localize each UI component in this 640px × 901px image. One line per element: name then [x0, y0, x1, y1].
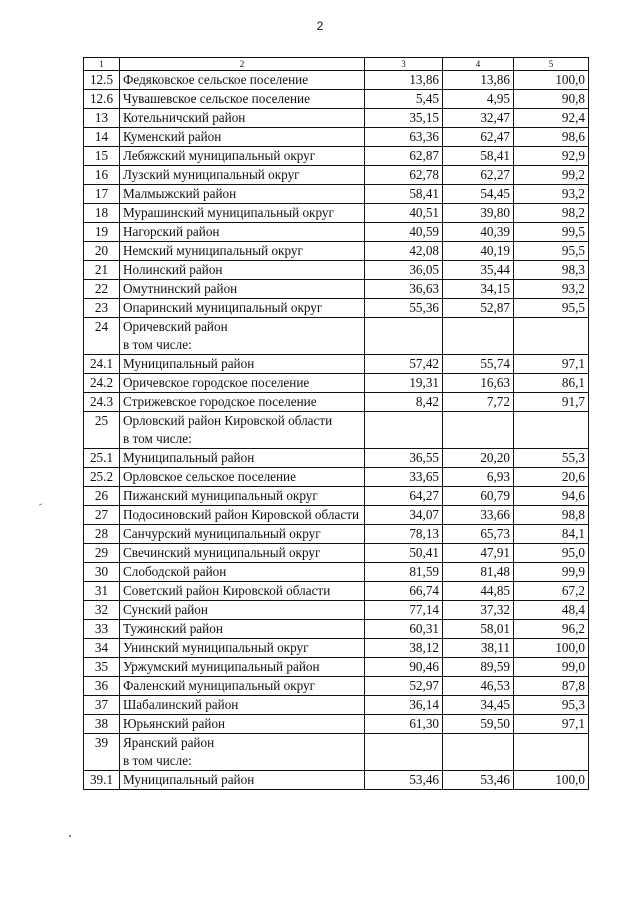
table-body [84, 58, 589, 790]
row-value-5: 99,0 [514, 658, 589, 677]
row-value-5 [514, 430, 589, 449]
row-name: Пижанский муниципальный округ [120, 487, 365, 506]
row-value-5: 87,8 [514, 677, 589, 696]
row-value-3: 57,42 [365, 355, 443, 374]
table-row [84, 355, 589, 374]
table-row [84, 468, 589, 487]
row-number: 37 [84, 696, 120, 715]
row-value-4: 55,74 [443, 355, 514, 374]
row-value-5: 92,9 [514, 147, 589, 166]
row-number [84, 336, 120, 355]
row-name: Орловское сельское поселение [120, 468, 365, 487]
table-row [84, 639, 589, 658]
row-value-4: 58,01 [443, 620, 514, 639]
row-name: Муниципальный район [120, 771, 365, 790]
row-value-5: 97,1 [514, 715, 589, 734]
row-name: Советский район Кировской области [120, 582, 365, 601]
row-value-4: 54,45 [443, 185, 514, 204]
row-value-3 [365, 336, 443, 355]
row-value-4: 32,47 [443, 109, 514, 128]
row-number: 13 [84, 109, 120, 128]
row-number: 16 [84, 166, 120, 185]
row-value-5: 99,2 [514, 166, 589, 185]
row-value-5: 99,5 [514, 223, 589, 242]
row-value-4: 39,80 [443, 204, 514, 223]
row-name: Муниципальный район [120, 449, 365, 468]
row-value-4: 47,91 [443, 544, 514, 563]
row-number: 24.1 [84, 355, 120, 374]
row-number: 20 [84, 242, 120, 261]
row-number: 34 [84, 639, 120, 658]
row-name: Фаленский муниципальный округ [120, 677, 365, 696]
row-value-5: 55,3 [514, 449, 589, 468]
row-value-3 [365, 318, 443, 337]
row-value-4: 34,45 [443, 696, 514, 715]
row-value-3: 13,86 [365, 71, 443, 90]
row-number: 35 [84, 658, 120, 677]
row-value-3: 64,27 [365, 487, 443, 506]
row-value-5: 96,2 [514, 620, 589, 639]
row-value-3: 33,65 [365, 468, 443, 487]
row-name: Орловский район Кировской области [120, 412, 365, 431]
row-value-5 [514, 412, 589, 431]
row-name: Стрижевское городское поселение [120, 393, 365, 412]
table-row [84, 147, 589, 166]
row-name: Куменский район [120, 128, 365, 147]
row-name: Тужинский район [120, 620, 365, 639]
table-row [84, 261, 589, 280]
row-name: Лузский муниципальный округ [120, 166, 365, 185]
header-col-4: 4 [443, 58, 514, 71]
row-value-4: 60,79 [443, 487, 514, 506]
row-value-3: 36,14 [365, 696, 443, 715]
data-table [83, 57, 589, 790]
row-value-5 [514, 752, 589, 771]
row-value-4: 38,11 [443, 639, 514, 658]
header-col-1: 1 [84, 58, 120, 71]
row-number: 25 [84, 412, 120, 431]
table-row [84, 601, 589, 620]
row-number: 39.1 [84, 771, 120, 790]
row-value-3: 50,41 [365, 544, 443, 563]
row-name: Муниципальный район [120, 355, 365, 374]
row-name: Федяковское сельское поселение [120, 71, 365, 90]
row-value-3: 62,78 [365, 166, 443, 185]
table-row [84, 242, 589, 261]
row-value-5: 86,1 [514, 374, 589, 393]
table-row [84, 223, 589, 242]
row-value-3: 36,63 [365, 280, 443, 299]
row-number [84, 752, 120, 771]
header-col-2: 2 [120, 58, 365, 71]
row-name: Шабалинский район [120, 696, 365, 715]
row-value-4: 44,85 [443, 582, 514, 601]
row-value-3: 61,30 [365, 715, 443, 734]
row-number: 36 [84, 677, 120, 696]
table-row [84, 185, 589, 204]
row-value-5: 92,4 [514, 109, 589, 128]
row-value-3: 40,51 [365, 204, 443, 223]
row-value-3 [365, 752, 443, 771]
table-row [84, 715, 589, 734]
row-name: Подосиновский район Кировской области [120, 506, 365, 525]
row-value-5: 95,5 [514, 299, 589, 318]
table-row [84, 318, 589, 337]
row-value-3: 38,12 [365, 639, 443, 658]
row-value-5: 98,8 [514, 506, 589, 525]
row-name: Чувашевское сельское поселение [120, 90, 365, 109]
row-value-3: 34,07 [365, 506, 443, 525]
row-value-4: 6,93 [443, 468, 514, 487]
row-number: 21 [84, 261, 120, 280]
row-number: 23 [84, 299, 120, 318]
row-number: 33 [84, 620, 120, 639]
row-number: 30 [84, 563, 120, 582]
row-value-4: 13,86 [443, 71, 514, 90]
table-row [84, 336, 589, 355]
row-value-5: 84,1 [514, 525, 589, 544]
row-value-5: 20,6 [514, 468, 589, 487]
row-name: Унинский муниципальный округ [120, 639, 365, 658]
table-row [84, 487, 589, 506]
row-number: 14 [84, 128, 120, 147]
header-row [84, 58, 589, 71]
row-number: 26 [84, 487, 120, 506]
row-name: Сунский район [120, 601, 365, 620]
row-name: Оричевское городское поселение [120, 374, 365, 393]
row-number: 12.5 [84, 71, 120, 90]
row-number: 24.3 [84, 393, 120, 412]
row-number: 24 [84, 318, 120, 337]
row-value-4: 16,63 [443, 374, 514, 393]
row-value-4: 59,50 [443, 715, 514, 734]
row-value-3: 77,14 [365, 601, 443, 620]
row-value-4: 37,32 [443, 601, 514, 620]
row-value-3: 36,55 [365, 449, 443, 468]
row-number: 19 [84, 223, 120, 242]
row-value-3: 62,87 [365, 147, 443, 166]
row-value-4 [443, 412, 514, 431]
row-value-3: 63,36 [365, 128, 443, 147]
row-number: 12.6 [84, 90, 120, 109]
row-name: Опаринский муниципальный округ [120, 299, 365, 318]
row-value-4 [443, 734, 514, 753]
row-value-4: 4,95 [443, 90, 514, 109]
scan-dot [69, 835, 71, 837]
table-row [84, 771, 589, 790]
row-value-3: 40,59 [365, 223, 443, 242]
row-value-5: 94,6 [514, 487, 589, 506]
row-number [84, 430, 120, 449]
row-value-4: 33,66 [443, 506, 514, 525]
row-name: Санчурский муниципальный округ [120, 525, 365, 544]
scan-mark [39, 503, 42, 505]
row-value-4: 7,72 [443, 393, 514, 412]
row-value-5: 100,0 [514, 71, 589, 90]
table-row [84, 563, 589, 582]
row-number: 25.2 [84, 468, 120, 487]
table-row [84, 299, 589, 318]
row-number: 39 [84, 734, 120, 753]
row-value-4: 53,46 [443, 771, 514, 790]
row-name: в том числе: [120, 752, 365, 771]
table-row [84, 166, 589, 185]
row-name: Нолинский район [120, 261, 365, 280]
row-value-5 [514, 336, 589, 355]
table-row [84, 204, 589, 223]
row-value-5: 48,4 [514, 601, 589, 620]
table-row [84, 90, 589, 109]
row-value-4: 62,27 [443, 166, 514, 185]
row-value-3: 52,97 [365, 677, 443, 696]
page-number: 2 [316, 19, 324, 33]
row-name: Уржумский муниципальный район [120, 658, 365, 677]
row-value-4: 58,41 [443, 147, 514, 166]
row-value-3: 5,45 [365, 90, 443, 109]
header-col-5: 5 [514, 58, 589, 71]
row-value-4: 34,15 [443, 280, 514, 299]
table-row [84, 544, 589, 563]
row-value-5: 95,3 [514, 696, 589, 715]
row-number: 29 [84, 544, 120, 563]
row-value-3 [365, 734, 443, 753]
row-value-3: 55,36 [365, 299, 443, 318]
row-value-4: 35,44 [443, 261, 514, 280]
row-number: 38 [84, 715, 120, 734]
row-number: 17 [84, 185, 120, 204]
row-name: Свечинский муниципальный округ [120, 544, 365, 563]
table-row [84, 677, 589, 696]
row-name: Нагорский район [120, 223, 365, 242]
row-value-5 [514, 734, 589, 753]
row-number: 27 [84, 506, 120, 525]
row-value-5: 90,8 [514, 90, 589, 109]
row-value-3: 60,31 [365, 620, 443, 639]
row-name: Слободской район [120, 563, 365, 582]
row-number: 22 [84, 280, 120, 299]
row-value-3: 58,41 [365, 185, 443, 204]
row-number: 18 [84, 204, 120, 223]
row-value-4 [443, 752, 514, 771]
table-row [84, 506, 589, 525]
row-value-5: 98,3 [514, 261, 589, 280]
row-name: в том числе: [120, 336, 365, 355]
row-value-5: 93,2 [514, 185, 589, 204]
table-row [84, 582, 589, 601]
row-name: Омутнинский район [120, 280, 365, 299]
row-value-5 [514, 318, 589, 337]
row-value-4: 40,39 [443, 223, 514, 242]
table-row [84, 412, 589, 431]
row-value-4: 20,20 [443, 449, 514, 468]
row-value-4: 62,47 [443, 128, 514, 147]
row-name: Немский муниципальный округ [120, 242, 365, 261]
row-value-4 [443, 318, 514, 337]
row-value-5: 98,6 [514, 128, 589, 147]
table-row [84, 128, 589, 147]
table-row [84, 620, 589, 639]
table-row [84, 280, 589, 299]
row-value-4 [443, 430, 514, 449]
row-name: Котельничский район [120, 109, 365, 128]
row-number: 32 [84, 601, 120, 620]
row-value-3: 35,15 [365, 109, 443, 128]
table-row [84, 374, 589, 393]
row-value-4: 89,59 [443, 658, 514, 677]
row-value-5: 95,0 [514, 544, 589, 563]
row-value-4: 46,53 [443, 677, 514, 696]
row-name: Яранский район [120, 734, 365, 753]
row-value-4: 65,73 [443, 525, 514, 544]
row-value-5: 100,0 [514, 771, 589, 790]
row-value-5: 100,0 [514, 639, 589, 658]
table-row [84, 109, 589, 128]
row-value-4: 81,48 [443, 563, 514, 582]
row-value-3: 53,46 [365, 771, 443, 790]
row-value-5: 98,2 [514, 204, 589, 223]
table-row [84, 696, 589, 715]
row-value-3: 78,13 [365, 525, 443, 544]
table-row [84, 752, 589, 771]
row-number: 31 [84, 582, 120, 601]
header-col-3: 3 [365, 58, 443, 71]
row-number: 28 [84, 525, 120, 544]
row-value-3: 19,31 [365, 374, 443, 393]
row-value-4: 40,19 [443, 242, 514, 261]
row-name: в том числе: [120, 430, 365, 449]
row-name: Мурашинский муниципальный округ [120, 204, 365, 223]
table-row [84, 658, 589, 677]
row-number: 24.2 [84, 374, 120, 393]
row-value-5: 97,1 [514, 355, 589, 374]
table-row [84, 525, 589, 544]
row-value-3: 8,42 [365, 393, 443, 412]
row-value-3: 36,05 [365, 261, 443, 280]
row-value-5: 95,5 [514, 242, 589, 261]
row-value-3: 42,08 [365, 242, 443, 261]
row-value-3: 90,46 [365, 658, 443, 677]
table-row [84, 430, 589, 449]
row-value-5: 91,7 [514, 393, 589, 412]
row-value-4 [443, 336, 514, 355]
row-name: Малмыжский район [120, 185, 365, 204]
row-value-5: 99,9 [514, 563, 589, 582]
row-value-5: 93,2 [514, 280, 589, 299]
table-row [84, 449, 589, 468]
table-row [84, 71, 589, 90]
table-row [84, 393, 589, 412]
row-name: Оричевский район [120, 318, 365, 337]
row-number: 15 [84, 147, 120, 166]
row-name: Юрьянский район [120, 715, 365, 734]
row-number: 25.1 [84, 449, 120, 468]
row-value-5: 67,2 [514, 582, 589, 601]
row-value-4: 52,87 [443, 299, 514, 318]
row-value-3 [365, 412, 443, 431]
row-value-3: 66,74 [365, 582, 443, 601]
row-name: Лебяжский муниципальный округ [120, 147, 365, 166]
row-value-3: 81,59 [365, 563, 443, 582]
row-value-3 [365, 430, 443, 449]
table-row [84, 734, 589, 753]
